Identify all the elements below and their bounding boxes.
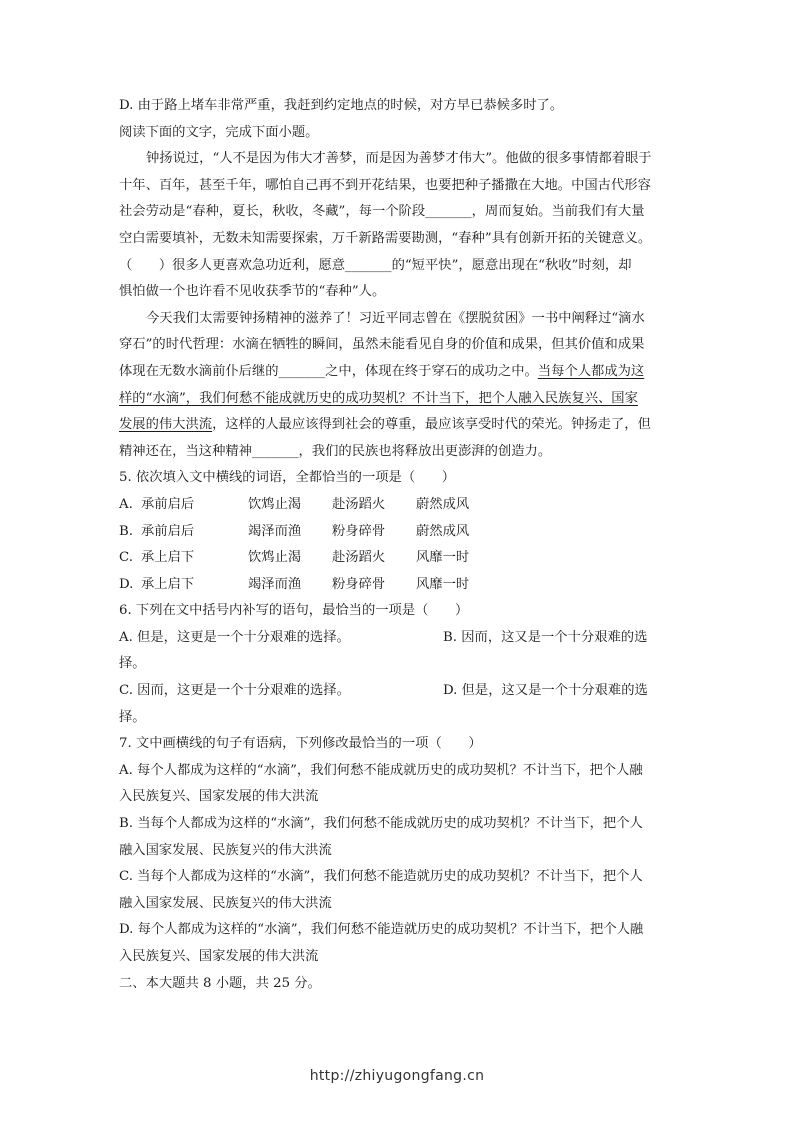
q5-option-c bbox=[119, 545, 675, 572]
question-7: 7. 文中画横线的句子有语病，下列修改最恰当的一项（ ） bbox=[119, 736, 482, 752]
passage-line: 钟扬说过，“人不是因为伟大才善梦，而是因为善梦才伟大”。他做的很多事情都着眼于 bbox=[146, 151, 652, 167]
passage-line: 穿石”的时代哲理：水滴在牺牲的瞬间，虽然未能看见自身的价值和成果，但其价值和成果 bbox=[119, 337, 645, 353]
q6-option-c: C. 因而，这更是一个十分艰难的选择。 bbox=[119, 683, 350, 699]
q5-option-a bbox=[119, 492, 675, 519]
q7-option-b-cont: 融入国家发展、民族复兴的伟大洪流 bbox=[119, 842, 332, 858]
option-word: 风靡一时 bbox=[416, 576, 470, 592]
passage-text: ，这样的人最应该得到社会的尊重，最应该享受时代的荣光。钟扬走了，但 bbox=[212, 417, 651, 433]
text-line: D. 由于路上堵车非常严重，我赶到约定地点的时候，对方早已恭候多时了。 bbox=[119, 98, 564, 113]
option-word: 赴汤蹈火 bbox=[332, 550, 386, 566]
q6-option-a: A. 但是，这更是一个十分艰难的选择。 bbox=[119, 629, 350, 645]
instruction-line: 阅读下面的文字，完成下面小题。 bbox=[119, 124, 319, 140]
section-heading: 二、本大题共 8 小题，共 25 分。 bbox=[119, 975, 321, 991]
q6-option-d: D. 但是，这又是一个十分艰难的选 bbox=[443, 683, 648, 699]
footer-url[interactable]: http://zhiyugongfang.cn bbox=[309, 1068, 485, 1084]
q6-options-cd bbox=[119, 678, 675, 705]
q6-option-b-cont: 择。 bbox=[119, 656, 146, 672]
option-letter: D. bbox=[119, 576, 134, 592]
passage-line bbox=[119, 412, 675, 439]
option-word: 承上启下 bbox=[141, 576, 195, 592]
option-word: 承前启后 bbox=[141, 496, 195, 512]
option-word: 承前启后 bbox=[141, 523, 195, 539]
passage-line bbox=[119, 359, 675, 386]
option-word: 竭泽而渔 bbox=[248, 576, 302, 592]
option-word: 蔚然成风 bbox=[416, 523, 470, 539]
q6-options-ab bbox=[119, 625, 675, 652]
option-letter: C. bbox=[119, 550, 133, 566]
passage-line: 社会劳动是“春种，夏长，秋收，冬藏”，每一个阶段_______，周而复始。当前我们有大量 bbox=[119, 204, 645, 220]
passage-text: 体现在无数水滴前仆后继的_______之中，体现在终于穿石的成功之中。 bbox=[119, 363, 538, 379]
passage-line: 今天我们太需要钟扬精神的滋养了！习近平同志曾在《摆脱贫困》一书中阐释过“滴水 bbox=[146, 310, 645, 326]
question-5: 5. 依次填入文中横线的词语，全都恰当的一项是（ ） bbox=[119, 470, 456, 486]
option-word: 风靡一时 bbox=[416, 550, 470, 566]
underlined-sentence: 当每个人都成为这 bbox=[537, 363, 645, 379]
document-content bbox=[119, 93, 675, 997]
passage-line: 十年、百年，甚至千年，哪怕自己再不到开花结果，也要把种子播撒在大地。中国古代形容 bbox=[119, 177, 651, 193]
option-word: 竭泽而渔 bbox=[248, 523, 302, 539]
q7-option-a-cont: 入民族复兴、国家发展的伟大洪流 bbox=[119, 789, 319, 805]
q7-option-a: A. 每个人都成为这样的“水滴”，我们何愁不能成就历史的成功契机？不计当下，把个人融 bbox=[119, 762, 643, 778]
passage-line: 精神还在，当这种精神_______，我们的民族也将释放出更澎湃的创造力。 bbox=[119, 443, 552, 459]
q5-option-b bbox=[119, 519, 675, 546]
option-word: 粉身碎骨 bbox=[332, 576, 386, 592]
q6-option-b: B. 因而，这又是一个十分艰难的选 bbox=[443, 629, 648, 645]
passage-line: 惧怕做一个也许看不见收获季节的“春种”人。 bbox=[119, 284, 386, 300]
option-word: 蔚然成风 bbox=[416, 496, 470, 512]
q6-option-d-cont: 择。 bbox=[119, 709, 146, 725]
q7-option-d: D. 每个人都成为这样的“水滴”，我们何愁不能造就历史的成功契机？不计当下，把个人融 bbox=[119, 922, 644, 938]
option-letter: B. bbox=[119, 523, 133, 539]
passage-line: （ ）很多人更喜欢急功近利，愿意_______的“短平快”，愿意出现在“秋收”时刻，却 bbox=[119, 257, 632, 273]
option-word: 赴汤蹈火 bbox=[332, 496, 386, 512]
option-word: 粉身碎骨 bbox=[332, 523, 386, 539]
q7-option-b: B. 当每个人都成为这样的“水滴”，我们何愁不能成就历史的成功契机？不计当下，把个人 bbox=[119, 816, 643, 832]
q7-option-c-cont: 融入国家发展、民族复兴的伟大洪流 bbox=[119, 895, 332, 911]
underlined-sentence: 样的“水滴”，我们何愁不能成就历史的成功契机？不计当下，把个人融入民族复兴、国家 bbox=[119, 390, 638, 406]
option-word: 饮鸩止渴 bbox=[248, 496, 302, 512]
underlined-sentence: 发展的伟大洪流 bbox=[119, 417, 213, 433]
q7-option-c: C. 当每个人都成为这样的“水滴”，我们何愁不能造就历史的成功契机？不计当下，把个人 bbox=[119, 869, 643, 885]
q7-option-d-cont: 入民族复兴、国家发展的伟大洪流 bbox=[119, 949, 319, 964]
question-6: 6. 下列在文中括号内补写的语句，最恰当的一项是（ ） bbox=[119, 603, 469, 619]
option-letter: A. bbox=[119, 496, 133, 512]
option-word: 饮鸩止渴 bbox=[248, 550, 302, 566]
passage-line: 空白需要填补，无数未知需要探索，万千新路需要勘测，“春种”具有创新开拓的关键意义。 bbox=[119, 230, 652, 246]
q5-option-d bbox=[119, 572, 675, 599]
option-word: 承上启下 bbox=[141, 550, 195, 566]
